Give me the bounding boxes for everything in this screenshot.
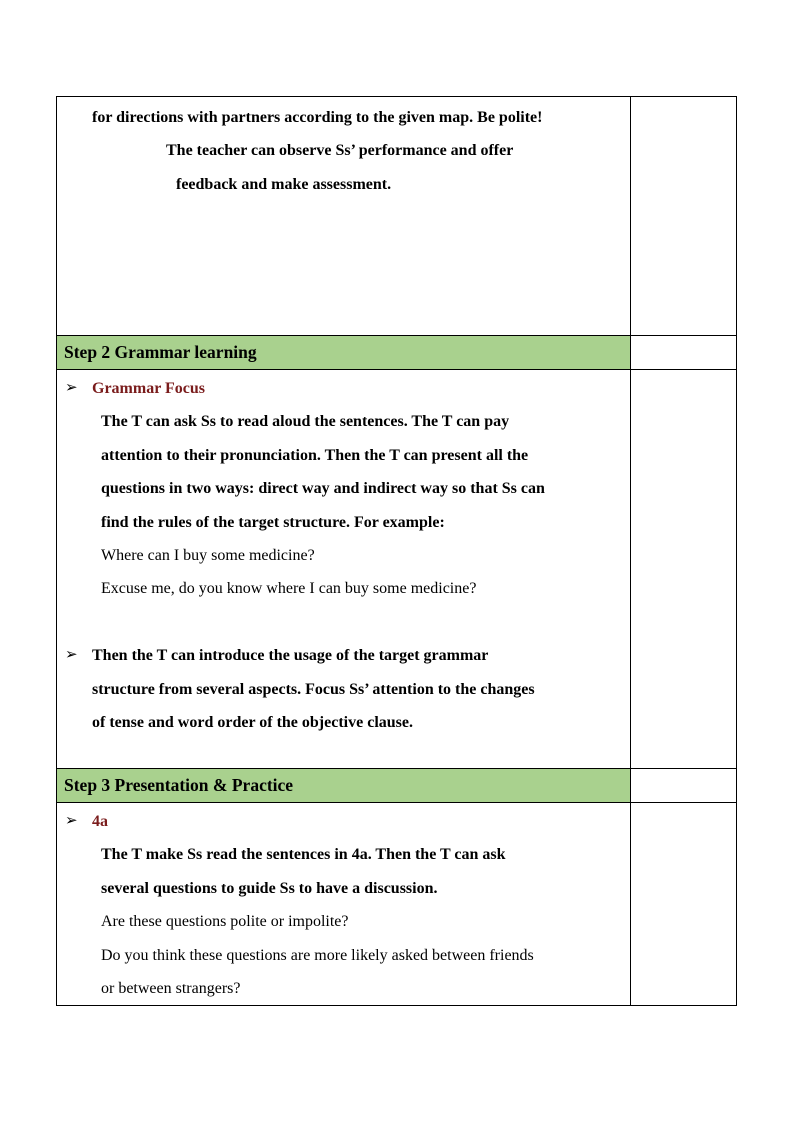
side-cell-1 — [630, 97, 736, 336]
side-cell-4 — [630, 769, 736, 803]
step2-content-cell — [57, 370, 631, 769]
step3-question-line-2: Do you think these questions are more likely asked between friends — [101, 946, 534, 964]
step3-paragraph-line-2: several questions to guide Ss to have a discussion. — [101, 879, 438, 897]
continued-line-2: The teacher can observe Ss’ performance and offer — [166, 142, 514, 160]
continued-line-1: for directions with partners according to the given map. Be polite! — [92, 109, 543, 126]
step3-question-line-1: Are these questions polite or impolite? — [101, 913, 349, 931]
continued-line-3: feedback and make assessment. — [176, 175, 392, 193]
grammar-focus-heading: Grammar Focus — [92, 380, 206, 397]
arrow-bullet-icon: ➢ — [65, 813, 78, 829]
step2-header-row — [57, 336, 737, 370]
second-bullet-line-3: of tense and word order of the objective clause. — [92, 713, 413, 731]
step2-paragraph-line-4: find the rules of the target structure. For example: — [101, 513, 445, 531]
step3-question-line-3: or between strangers? — [101, 979, 241, 997]
arrow-bullet-icon: ➢ — [65, 647, 78, 664]
blank-line — [57, 606, 630, 639]
step2-title: Step 2 Grammar learning — [57, 336, 631, 370]
step3-paragraph-line-1: The T make Ss read the sentences in 4a. Then the T can ask — [101, 846, 506, 864]
second-bullet-line-1: Then the T can introduce the usage of the target grammar — [92, 647, 489, 665]
lesson-plan-table — [56, 96, 737, 1006]
arrow-bullet-icon: ➢ — [65, 380, 78, 396]
step3-title: Step 3 Presentation & Practice — [57, 769, 631, 803]
second-bullet-line-2: structure from several aspects. Focus Ss’ attention to the changes — [92, 680, 535, 698]
example-line-1: Where can I buy some medicine? — [101, 546, 315, 564]
step2-content-row — [57, 370, 737, 769]
step2-paragraph-line-2: attention to their pronunciation. Then the T can present all the — [101, 446, 529, 464]
step3-header-row — [57, 769, 737, 803]
continued-row — [57, 97, 737, 336]
step3-content-row — [57, 803, 737, 1006]
step2-paragraph-line-3: questions in two ways: direct way and indirect way so that Ss can — [101, 480, 545, 498]
continued-cell — [57, 97, 631, 336]
step3-content-cell — [57, 803, 631, 1006]
side-cell-3 — [630, 370, 736, 769]
example-line-2: Excuse me, do you know where I can buy some medicine? — [101, 580, 477, 598]
step2-paragraph-line-1: The T can ask Ss to read aloud the sentences. The T can pay — [101, 413, 510, 431]
side-cell-2 — [630, 336, 736, 370]
step3-heading: 4a — [92, 813, 108, 830]
side-cell-5 — [630, 803, 736, 1006]
